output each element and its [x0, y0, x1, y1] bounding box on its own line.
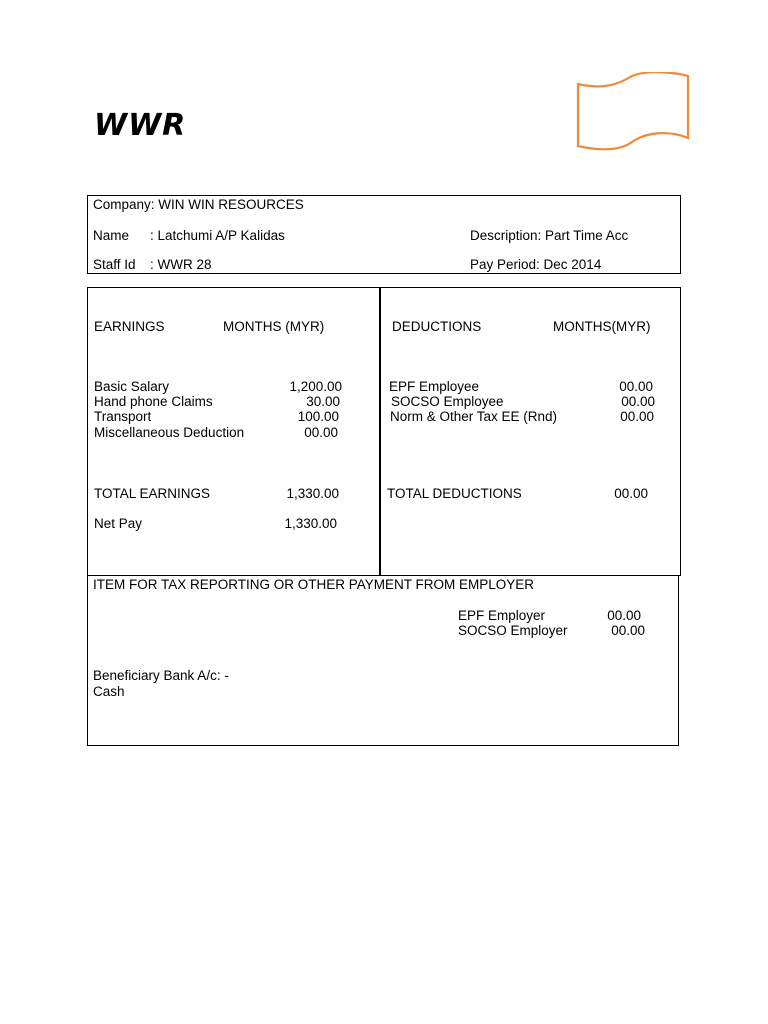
earning-label: Hand phone Claims — [94, 394, 213, 409]
deduction-label: Norm & Other Tax EE (Rnd) — [390, 409, 558, 424]
beneficiary-bank-label: Beneficiary Bank A/c: - — [93, 668, 229, 683]
deductions-heading: DEDUCTIONS — [392, 319, 482, 334]
net-pay-value: 1,330.00 — [284, 516, 337, 531]
employee-name-label: Name — [93, 228, 130, 243]
tax-reporting-heading: ITEM FOR TAX REPORTING OR OTHER PAYMENT FROM EMPLOYER — [93, 577, 535, 592]
staff-id-value: : WWR 28 — [150, 257, 212, 272]
deduction-value: 00.00 — [619, 379, 653, 394]
deduction-value: 00.00 — [620, 409, 654, 424]
net-pay-label: Net Pay — [94, 516, 143, 531]
earning-value: 30.00 — [306, 394, 340, 409]
beneficiary-bank-value: Cash — [93, 684, 125, 699]
earning-label: Transport — [94, 409, 152, 424]
company-name: Company: WIN WIN RESOURCES — [93, 197, 304, 212]
flag-icon — [574, 72, 692, 152]
employer-contribution-value: 00.00 — [607, 608, 641, 623]
earning-label: Basic Salary — [94, 379, 170, 394]
earning-value: 1,200.00 — [289, 379, 342, 394]
employer-contribution-label: SOCSO Employer — [458, 623, 568, 638]
deduction-label: SOCSO Employee — [391, 394, 504, 409]
earnings-heading: EARNINGS — [94, 319, 165, 334]
deduction-value: 00.00 — [621, 394, 655, 409]
employer-contribution-label: EPF Employer — [458, 608, 546, 623]
total-earnings-value: 1,330.00 — [286, 486, 339, 501]
employer-contribution-value: 00.00 — [611, 623, 645, 638]
staff-id-label: Staff Id — [93, 257, 136, 272]
tax-reporting-box — [87, 575, 679, 746]
total-earnings-label: TOTAL EARNINGS — [94, 486, 211, 501]
employee-name-value: : Latchumi A/P Kalidas — [150, 228, 285, 243]
total-deductions-label: TOTAL DEDUCTIONS — [387, 486, 522, 501]
earning-value: 00.00 — [304, 425, 338, 440]
deductions-column-heading: MONTHS(MYR) — [553, 319, 651, 334]
company-logo: WWR — [94, 108, 187, 143]
total-deductions-value: 00.00 — [614, 486, 648, 501]
description: Description: Part Time Acc — [470, 228, 629, 243]
earnings-column-heading: MONTHS (MYR) — [223, 319, 325, 334]
earning-label: Miscellaneous Deduction — [94, 425, 245, 440]
earning-value: 100.00 — [297, 409, 339, 424]
deduction-label: EPF Employee — [389, 379, 480, 394]
pay-period: Pay Period: Dec 2014 — [470, 257, 602, 272]
